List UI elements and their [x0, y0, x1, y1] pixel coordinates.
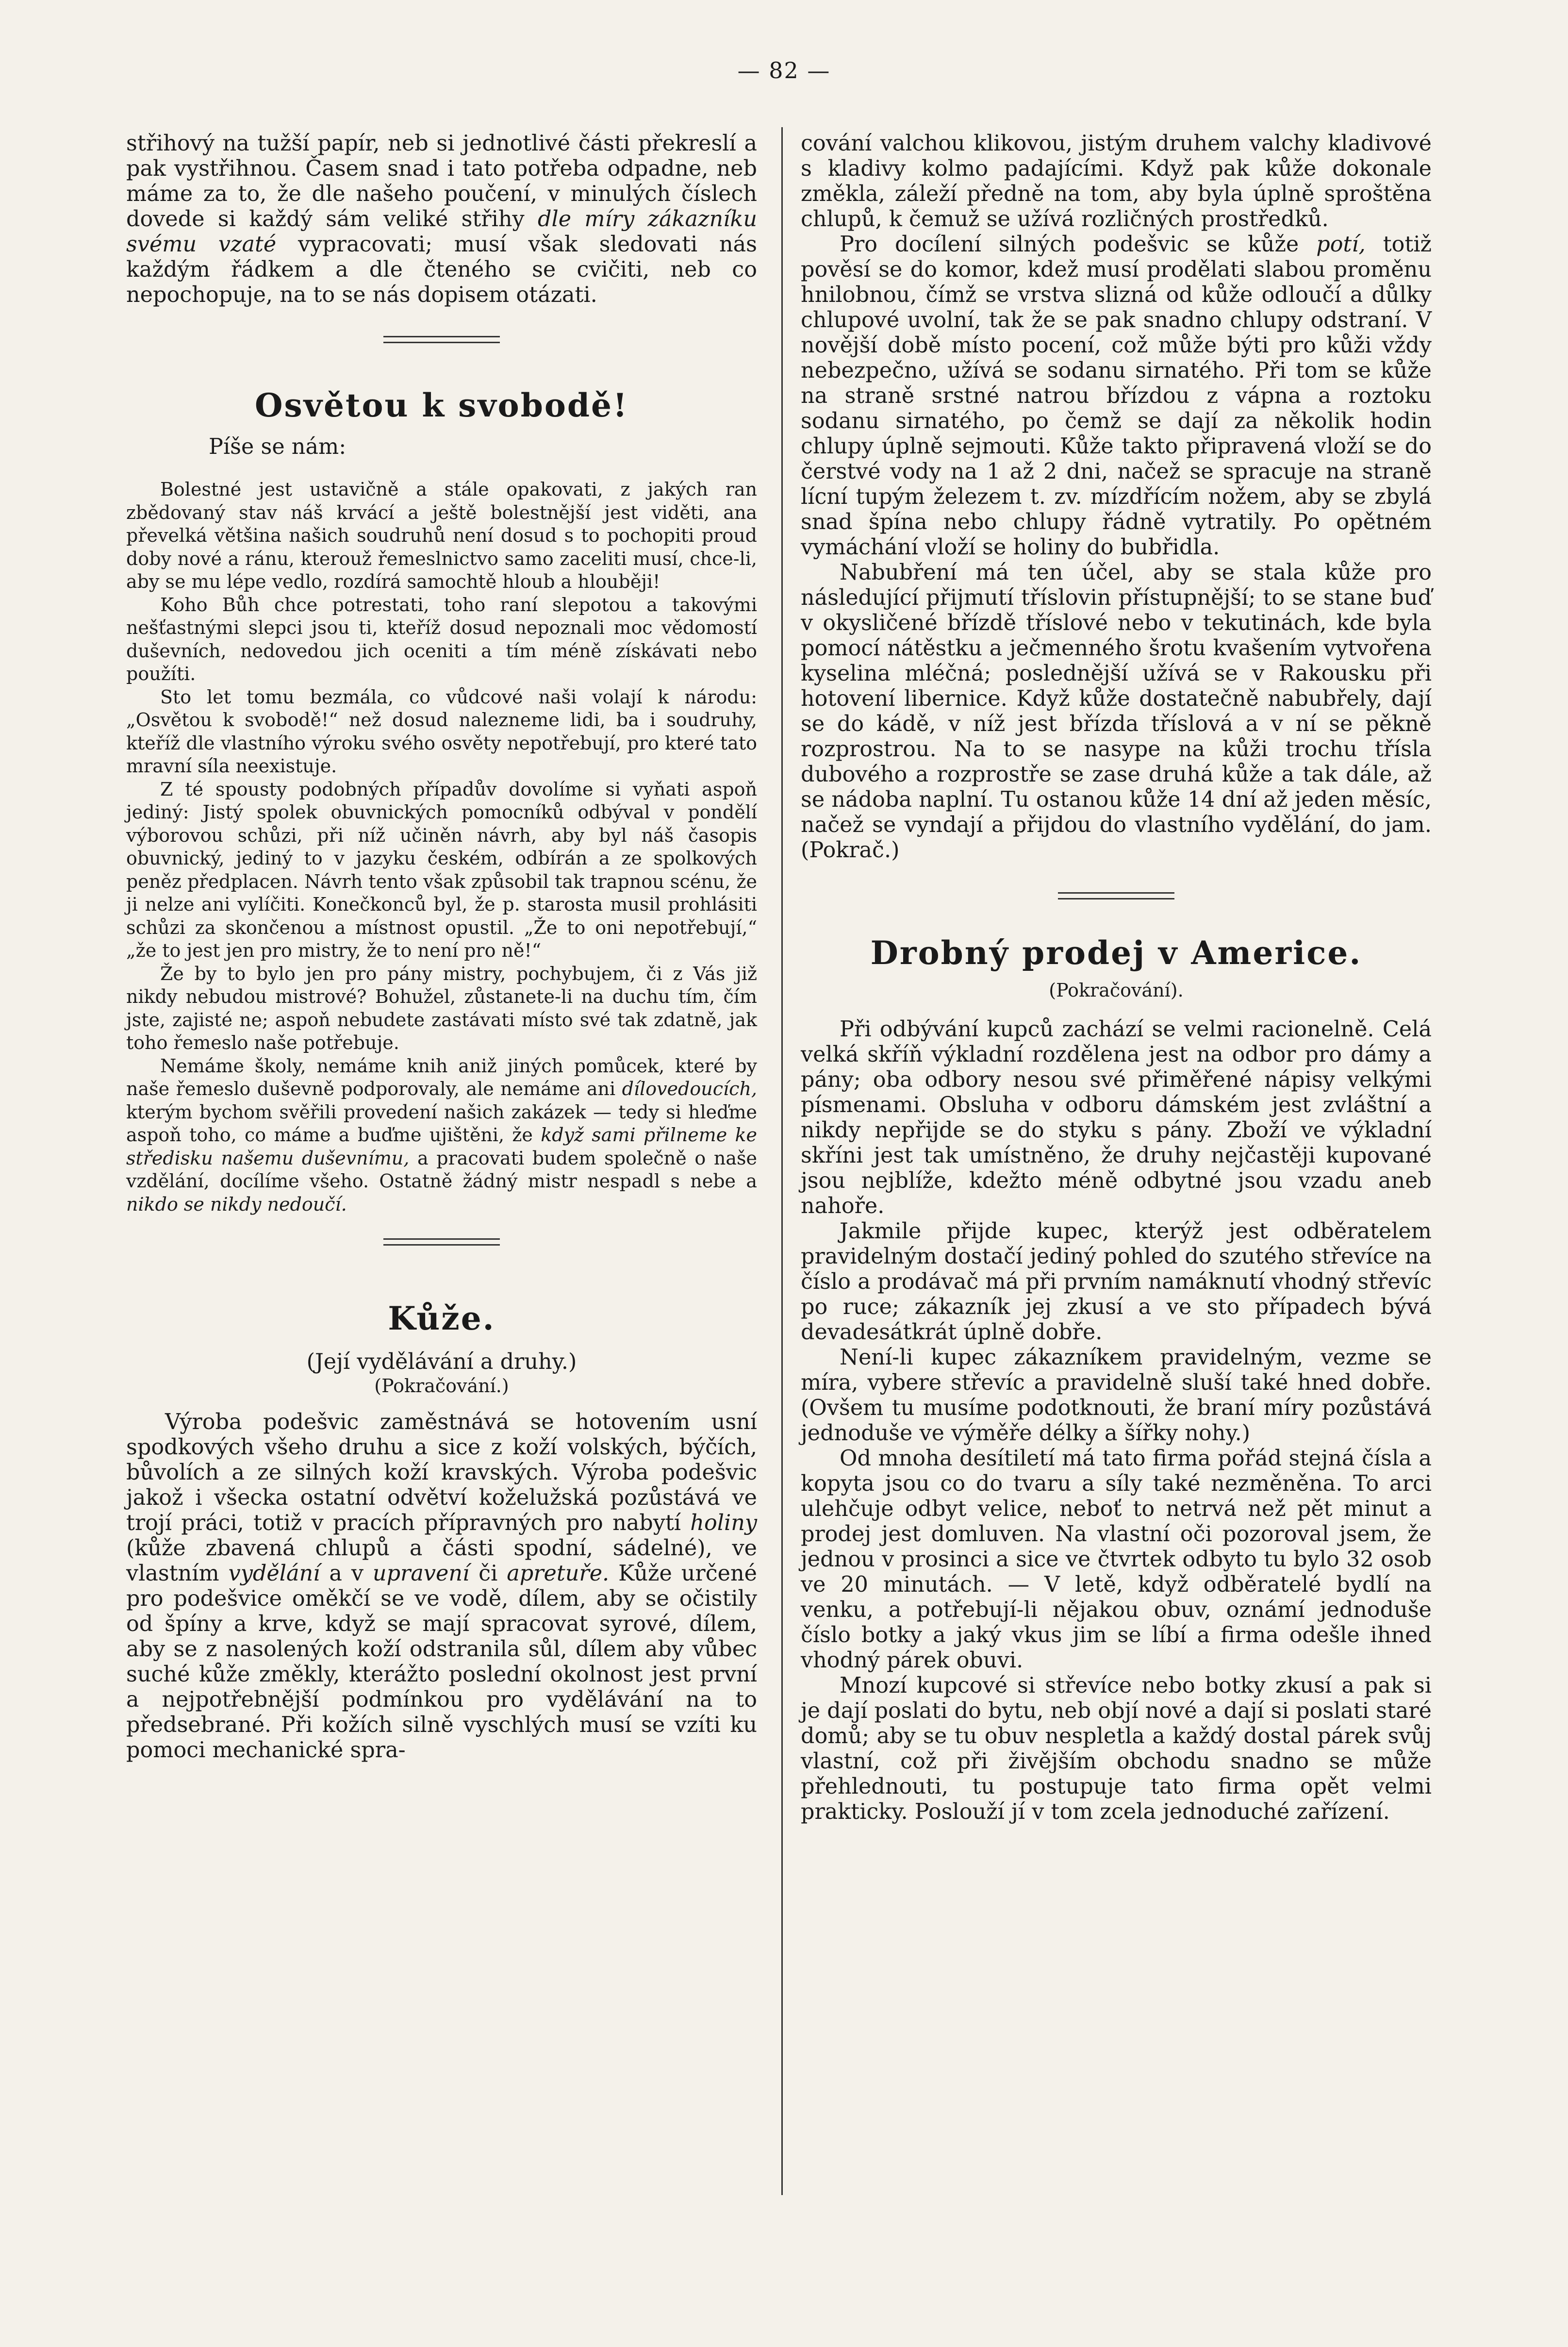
- section-divider: [1058, 892, 1174, 899]
- paragraph: [126, 1055, 757, 1216]
- text: a v: [329, 1561, 363, 1586]
- intro-text-2: vypracovati; musí však sledovati nás každým řádkem a dle čteného se cvičiti, neb co nepochopuje, na to se nás dopisem otázati.: [126, 232, 757, 307]
- emphasis: dílovedoucích,: [622, 1078, 757, 1099]
- intro-emphasis: dle míry zákazníku svému vzaté: [126, 207, 757, 257]
- emphasis: upravení: [372, 1561, 470, 1586]
- paragraph: [126, 1410, 757, 1763]
- text: (kůže zbavená chlupů a části spodní, sádelné), ve vlastním: [126, 1535, 757, 1586]
- left-column: [126, 131, 757, 1763]
- text: či: [479, 1561, 498, 1586]
- article-byline: Píše se nám:: [209, 434, 347, 459]
- article-title-drobny-prodej: Drobný prodej v Americe.: [870, 934, 1362, 972]
- text: a pracovati budem společně o naše vzdělání, docílíme všeho. Ostatně žádný mistr nespadl s nebe a: [126, 1147, 757, 1192]
- emphasis: holiny: [690, 1510, 757, 1535]
- paragraph: Sto let tomu bezmála, co vůdcové naši volají k národu: „Osvětou k svobodě!“ než dosud nalezneme lidi, ba i soudruhy, kteříž dle vlastního výroku svého osvěty nepotřebují, pro které tato mravní síla neexistuje.: [126, 686, 757, 777]
- continued-label: (Pokračování.): [374, 1375, 509, 1397]
- article-title-osvetou: Osvětou k svobodě!: [255, 386, 628, 424]
- intro-paragraph: [126, 131, 757, 308]
- paragraph: Jakmile přijde kupec, kterýž jest odběratelem pravidelným dostačí jediný pohled do szutého střevíce na číslo a prodávač má při prvním namáknutí vhodný střevíc po ruce; zákazník jej zkusí a ve sto případech bývá devadesátkrát úplně dobře.: [801, 1218, 1432, 1345]
- text: Pro docílení silných podešvic se kůže: [840, 232, 1299, 257]
- article-body-osvetou: [126, 478, 757, 1216]
- paragraph: [801, 232, 1432, 560]
- text: kterým bychom svěřili provedení našich zakázek — tedy si hleďme aspoň toho, co máme a buďme ujištěni, že: [126, 1101, 757, 1146]
- text: Kůže určené pro podešvice oměkčí se ve vodě, dílem, aby se očistily od špíny a krve, když se mají spracovat syrové, dílem, aby se z nasolených koží odstranila sůl, dílem aby vůbec suché kůže změkly, kterážto poslední okolnost jest první a nejpotřebnější podmínkou pro vydělávání na to předsebrané. Při kožích silně vyschlých musí se vzíti ku pomoci mechanické spra-: [126, 1561, 757, 1763]
- text: Nemáme školy, nemáme knih aniž jiných pomůcek, které by naše řemeslo duševně podporovaly, ale nemáme ani: [126, 1055, 757, 1099]
- text: Výroba podešvic zaměstnává se hotovením usní spodkových všeho druhu a sice z koží volských, býčích, bůvolích a ze silných koží kravských. Výroba podešvic jakož i všecka ostatní odvětví koželužská pozůstává ve trojí práci, totiž v pracích přípravných pro nabytí: [126, 1409, 757, 1535]
- column-divider: [781, 127, 783, 2195]
- section-divider: [383, 1238, 500, 1246]
- paragraph: Z té spousty podobných případův dovolíme si vyňati aspoň jediný: Jistý spolek obuvnických pomocníků odbýval v pondělí výborovou schůzi, při níž učiněn návrh, aby byl náš časopis obuvnický, jediný to v jazyku českém, odbírán a ze spolkových peněz předplacen. Návrh tento však způsobil tak trapnou scénu, že ji nelze ani vylíčiti. Konečkonců byl, že p. starosta musil prohlásiti schůzi za skončenou a místnost opustil. „Že to oni nepotřebují,“ „že to jest jen pro mistry, že to není pro ně!“: [126, 778, 757, 961]
- emphasis: apretuře.: [507, 1561, 610, 1586]
- article-title-kuze: Kůže.: [388, 1299, 495, 1337]
- emphasis: potí,: [1316, 232, 1366, 257]
- paragraph: cování valchou klikovou, jistým druhem valchy kladivové s kladivy kolmo padajícími. Když pak kůže dokonale změkla, záleží předně na tom, aby byla úplně sproštěna chlupů, k čemuž se užívá rozličných prostředků.: [801, 131, 1432, 232]
- emphasis: nikdo se nikdy nedoučí.: [126, 1193, 347, 1215]
- paragraph: Od mnoha desítiletí má tato firma pořád stejná čísla a kopyta jsou co do tvaru a síly také nezměněna. To arci ulehčuje odbyt velice, neboť to netrvá než pět minut a prodej jest domluven. Na vlastní oči pozoroval jsem, že jednou v prosinci a sice ve čtvrtek odbyto tu bylo 32 osob ve 20 minutách. — V letě, když odběratelé bydlí na venku, a potřebují-li nějakou obuv, oznámí jednoduše číslo botky a jaký vkus jim se líbí a firma odešle ihned vhodný párek obuvi.: [801, 1446, 1432, 1673]
- section-divider: [383, 336, 500, 343]
- paragraph: Že by to bylo jen pro pány mistry, pochybujem, či z Vás již nikdy nebudou mistrové? Bohužel, zůstanete-li na duchu tím, čím jste, zajisté ne; aspoň nebudete zastávati místo své tak zdatně, jak toho řemeslo naše potřebuje.: [126, 963, 757, 1053]
- paragraph: Nabubření má ten účel, aby se stala kůže pro následující přijmutí tříslovin přístupnější; to se stane buď v okysličené břízdě tříslové nebo v tekutinách, kde byla pomocí nátěstku a ječmenného šrotu kvašením vytvořena kyselina mléčná; poslednější užívá se v Rakousku při hotovení libernice. Když kůže dostatečně nabubřely, dají se do kádě, v níž jest břízda tříslová a v ní se pěkně rozprostrou. Na to se nasype na kůži trochu třísla dubového a rozprostře se zase druhá kůže a tak dále, až se nádoba naplní. Tu ostanou kůže 14 dní až jeden měsíc, načež se vyndají a přijdou do vlastního vydělání, do jam. (Pokrač.): [801, 560, 1432, 863]
- paragraph: Koho Bůh chce potrestati, toho raní slepotou a takovými nešťastnými slepci jsou ti, kteříž dosud nepoznali moc vědomostí duševních, nedovedou jich oceniti a tím méně získávati nebo použíti.: [126, 594, 757, 684]
- emphasis: když sami přilneme ke středisku našemu duševnímu,: [126, 1124, 757, 1169]
- paragraph: Není-li kupec zákazníkem pravidelným, vezme se míra, vybere střevíc a pravidelně sluší také hned dobře. (Ovšem tu musíme podotknouti, že braní míry pozůstává jednoduše ve výměře délky a šířky nohy.): [801, 1345, 1432, 1446]
- page-number: — 82 —: [737, 57, 831, 83]
- paragraph: Při odbývání kupců zachází se velmi racionelně. Celá velká skříň výkladní rozdělena jest na odbor pro dámy a pány; oba odbory nesou své přiměřené nápisy velkými písmenami. Obsluha v odboru dámském jest zvláštní a nikdy nepřijde se do styku s pány. Zboží ve výkladní skříni jest tak umístněno, že druhy nejčastěji kupované jsou nejblíže, kdežto méně odbytné jsou vzadu aneb nahoře.: [801, 1016, 1432, 1218]
- continued-label: (Pokračování).: [1049, 980, 1184, 1001]
- intro-text-1: střihový na tužší papír, neb si jednotlivé části překreslí a pak vystřihnou. Časem snad i tato potřeba odpadne, neb máme za to, že dle našeho poučení, v minulých číslech dovede si každý sám veliké střihy: [126, 131, 757, 232]
- emphasis: vydělání: [228, 1561, 320, 1586]
- right-column: [801, 131, 1432, 1825]
- text: totiž pověsí se do komor, kdež musí prodělati slabou proměnu hnilobnou, čímž se vrstva slizná od kůže odloučí a důlky chlupové uvolní, tak že se pak snadno chlupy odstraní. V novější době místo pocení, což může býti pro kůži vždy nebezpečno, užívá se sodanu sirnatého. Při tom se kůže na straně srstné natrou břízdou z vápna a roztoku sodanu sirnatého, po čemž se dají za několik hodin chlupy úplně sejmouti. Kůže takto připravená vloží se do čerstvé vody na 1 až 2 dni, načež se spracuje na straně lícní tupým železem t. zv. mízdřícím nožem, aby se zbylá snad špína nebo chlupy řádně vytratily. Po opětném vymáchání vloží se holiny do bubřidla.: [801, 232, 1432, 560]
- paragraph: Bolestné jest ustavičně a stále opakovati, z jakých ran zbědovaný stav náš krvácí a ještě bolestnější jest viděti, ana převelká většina našich soudruhů není dosud s to pochopiti proud doby nové a ránu, kterouž řemeslnictvo samo zaceliti musí, chce-li, aby se mu lépe vedlo, rozdírá samochtě hloub a hlouběji!: [126, 479, 757, 592]
- article-subtitle: (Její vydělávání a druhy.): [306, 1349, 577, 1374]
- paragraph: Mnozí kupcové si střevíce nebo botky zkusí a pak si je dají poslati do bytu, neb objí nové a dají si poslati staré domů; aby se tu obuv nespletla a každý dostal párek svůj vlastní, což při živějším obchodu snadno se může přehlednouti, tu postupuje tato firma opět velmi prakticky. Poslouží jí v tom zcela jednoduché zařízení.: [801, 1673, 1432, 1824]
